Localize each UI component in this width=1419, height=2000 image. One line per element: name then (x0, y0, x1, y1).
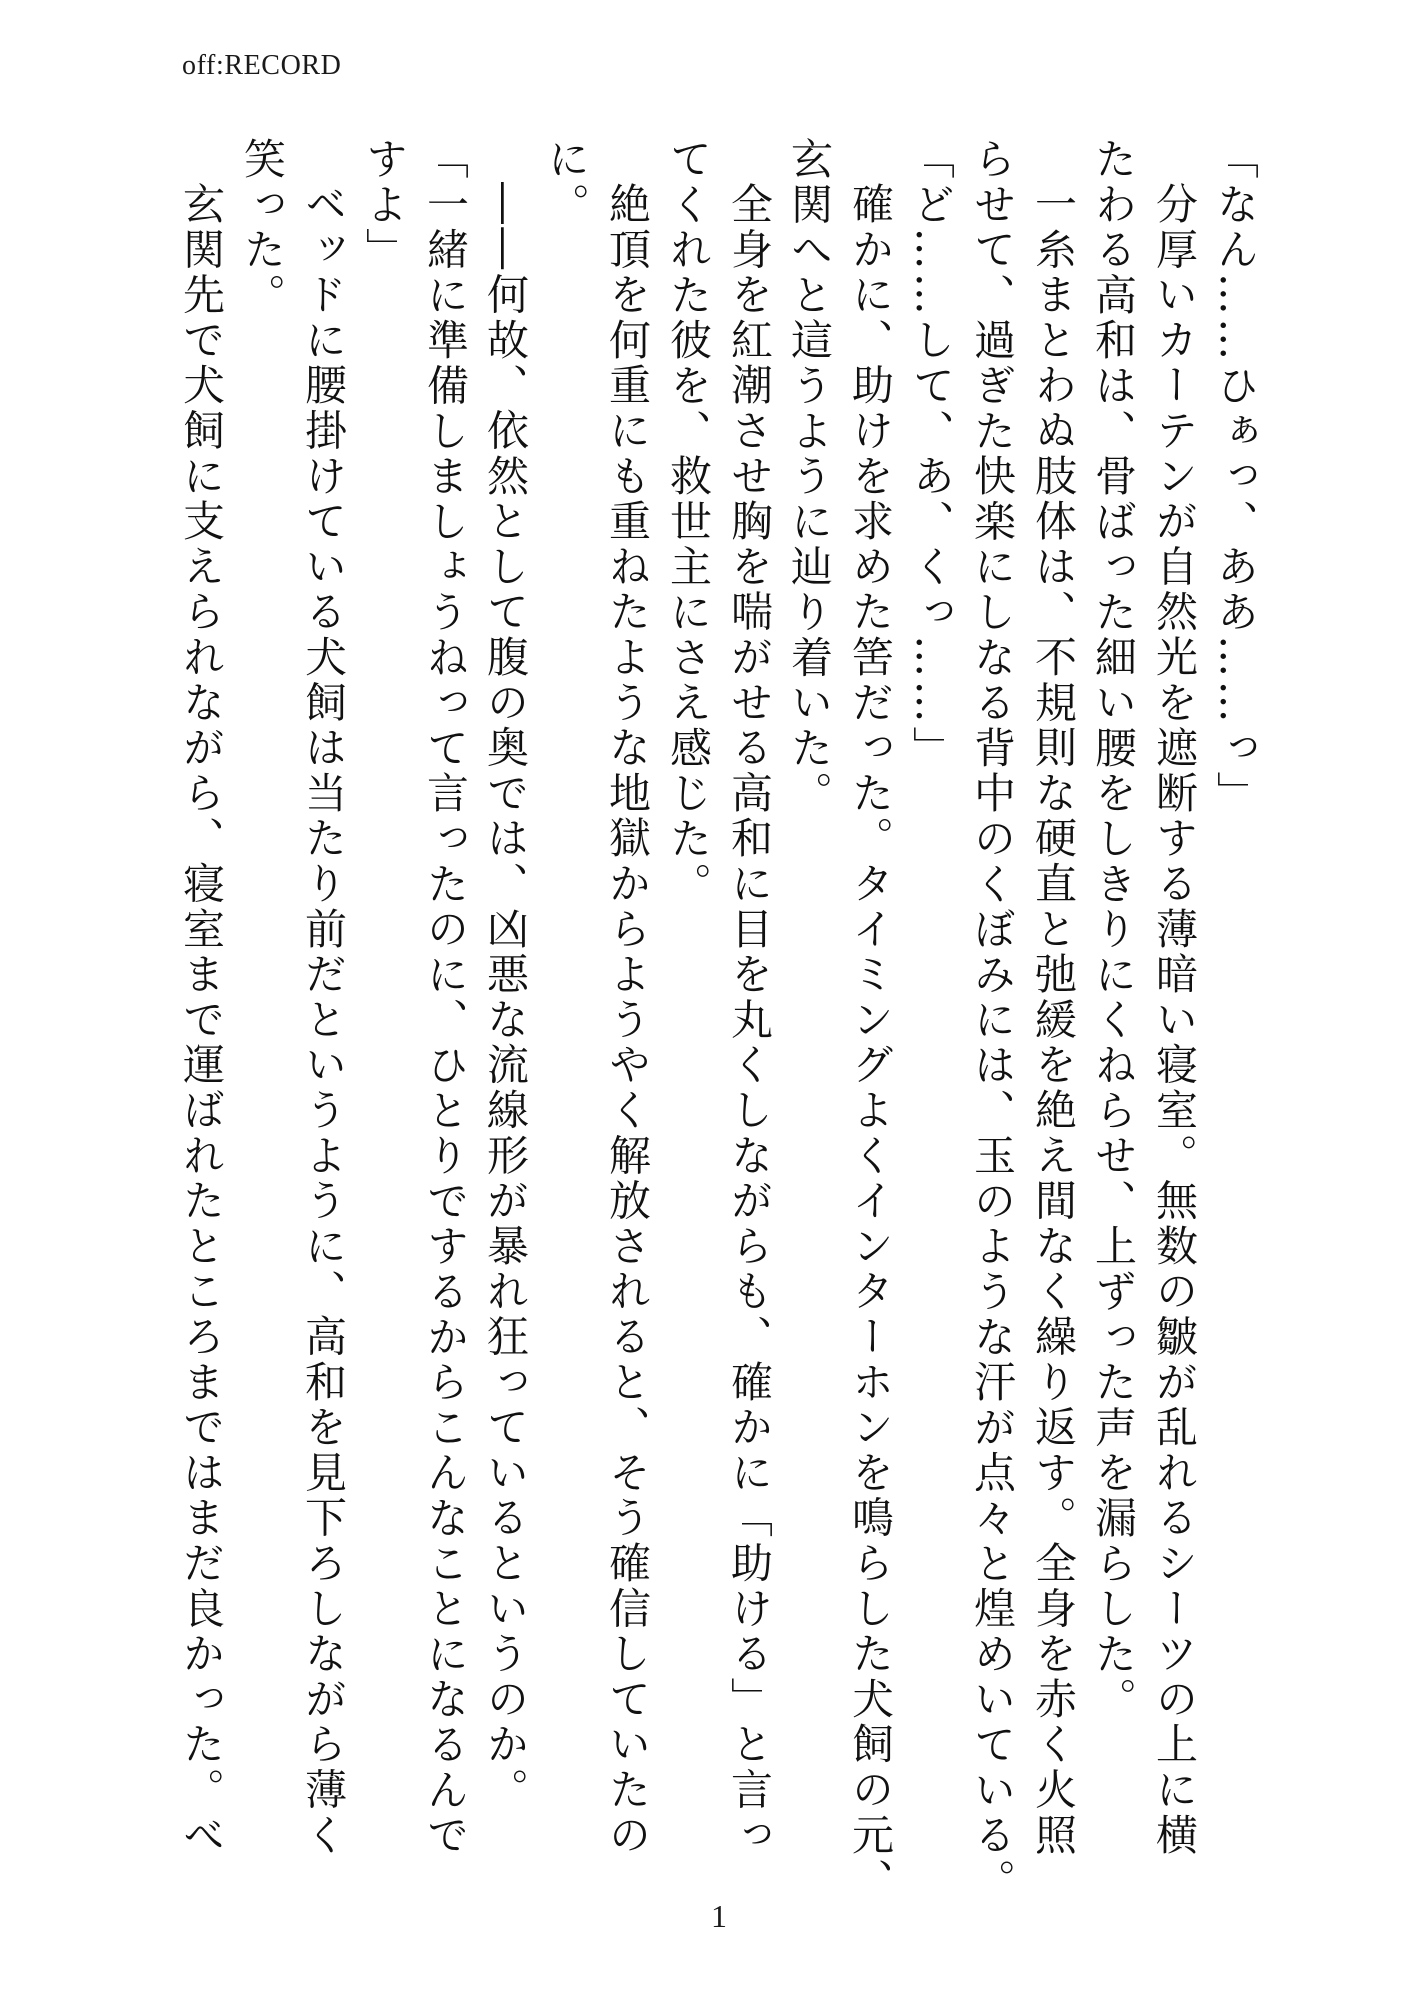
text-column: てくれた彼を、救世主にさえ感じた。 (664, 137, 713, 908)
text-column: に。 (542, 137, 591, 228)
running-header: off:RECORD (182, 50, 342, 81)
text-column: らせて、過ぎた快楽にしなる背中のくぼみには、玉のような汗が点々と煌めいている。 (968, 137, 1017, 1904)
text-column: 一糸まとわぬ肢体は、不規則な硬直と弛緩を絶え間なく繰り返す。全身を赤く火照 (1029, 182, 1078, 1859)
text-column: 確かに、助けを求めた筈だった。タイミングよくインターホンを鳴らした犬飼の元、 (846, 182, 895, 1904)
text-column: 全身を紅潮させ胸を喘がせる高和に目を丸くしながらも、確かに「助ける」と言っ (725, 182, 774, 1859)
text-column: 「なん……ひぁっ、ああ……っ」 (1211, 137, 1260, 817)
text-column: 「ど……して、あ、くっ……」 (907, 137, 956, 772)
text-column: ――何故、依然として腹の奥では、凶悪な流線形が暴れ狂っているというのか。 (481, 182, 530, 1814)
text-column: 玄関へと這うように辿り着いた。 (785, 137, 834, 817)
text-column: 笑った。 (238, 137, 287, 319)
text-column: 玄関先で犬飼に支えられながら、寝室まで運ばれたところまではまだ良かった。べ (177, 182, 226, 1859)
text-column: たわる高和は、骨ばった細い腰をしきりにくねらせ、上ずった声を漏らした。 (1089, 137, 1138, 1723)
text-column: すよ」 (360, 137, 409, 273)
text-column: 絶頂を何重にも重ねたような地獄からようやく解放されると、そう確信していたの (603, 182, 652, 1859)
text-column: 「一緒に準備しましょうねって言ったのに、ひとりでするからこんなことになるんで (421, 137, 470, 1859)
text-column: ベッドに腰掛けている犬飼は当たり前だというように、高和を見下ろしながら薄く (299, 182, 348, 1859)
text-column: 分厚いカーテンが自然光を遮断する薄暗い寝室。無数の皺が乱れるシーツの上に横 (1150, 182, 1199, 1859)
page-number: 1 (711, 1898, 727, 1934)
